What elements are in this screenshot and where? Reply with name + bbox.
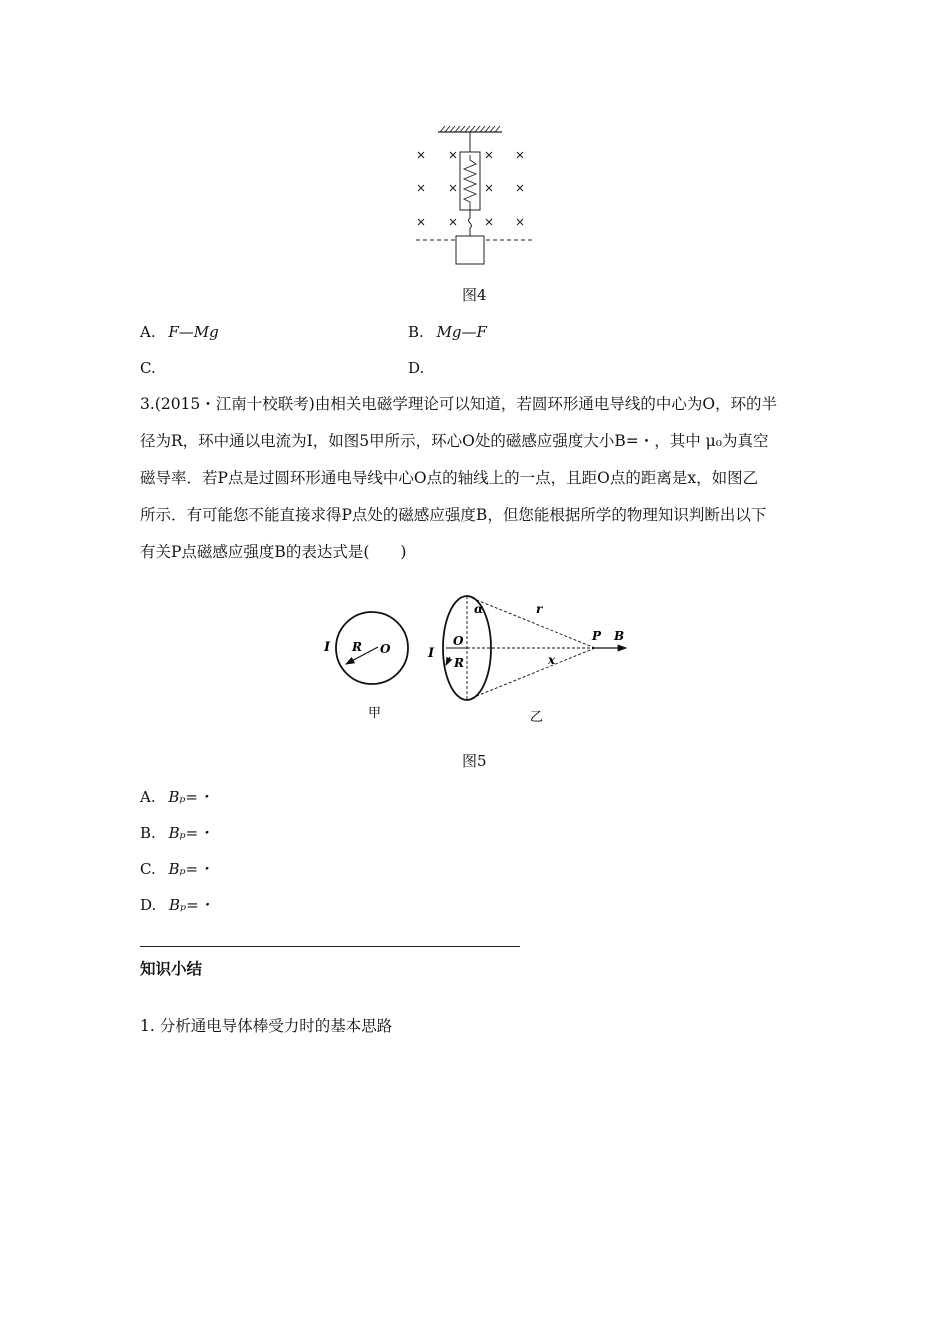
q2-option-a-label: A.	[140, 323, 156, 341]
q2-option-c	[140, 358, 156, 378]
label-R-jia: R	[352, 640, 362, 654]
q2-option-a-text: F—Mg	[168, 323, 219, 341]
radius-arrow-jia	[346, 647, 378, 664]
q2-option-b-label: B.	[408, 323, 424, 341]
q2-option-a	[140, 322, 219, 342]
q3-option-c-label: C.	[140, 860, 156, 878]
q2-option-b	[408, 322, 487, 342]
q3-option-c-text: Bₚ=・	[168, 860, 214, 878]
label-jia: 甲	[368, 706, 382, 721]
loop-jia	[336, 612, 408, 684]
figure-5-diagram	[310, 585, 650, 730]
label-I-yi: I	[428, 646, 435, 661]
figure-4-diagram	[410, 122, 540, 272]
label-alpha: α	[474, 602, 484, 616]
summary-item-1: 1. 分析通电导体棒受力时的基本思路	[140, 1017, 393, 1035]
q2-option-c-label: C.	[140, 359, 156, 377]
label-O-yi: O	[453, 634, 464, 648]
q3-option-d	[140, 895, 214, 915]
label-B: B	[614, 629, 625, 643]
q3-line-3: 磁导率．若P点是过圆环形通电导线中心O点的轴线上的一点，且距O点的距离是x，如图乙	[140, 469, 759, 487]
q3-option-a	[140, 787, 213, 807]
q3-option-c	[140, 859, 213, 879]
q3-option-b-text: Bₚ=・	[168, 824, 214, 842]
q3-option-b	[140, 823, 213, 843]
label-x: x	[548, 653, 556, 667]
q2-option-d-label: D.	[408, 359, 425, 377]
q3-line-4: 所示．有可能您不能直接求得P点处的磁感应强度B，但您能根据所学的物理知识判断出以下	[140, 506, 767, 524]
q3-line-2: 径为R，环中通以电流为I，如图5甲所示，环心O处的磁感应强度大小B=・，其中 μ₀为真空	[140, 432, 769, 450]
summary-heading: 知识小结	[140, 960, 203, 978]
q3-option-b-label: B.	[140, 824, 156, 842]
q3-option-d-text: Bₚ=・	[169, 896, 214, 914]
label-R-yi: R	[454, 656, 464, 670]
q3-option-a-text: Bₚ=・	[168, 788, 213, 806]
q2-option-d	[408, 358, 424, 378]
q2-option-b-text: Mg—F	[436, 323, 487, 341]
q3-option-d-label: D.	[140, 896, 157, 914]
label-I-jia: I	[324, 640, 331, 655]
figure-4-caption: 图4	[462, 286, 487, 304]
section-divider	[140, 946, 520, 947]
figure-5-caption: 图5	[462, 752, 487, 770]
label-P: P	[592, 629, 602, 643]
label-r: r	[536, 602, 543, 616]
q3-option-a-label: A.	[140, 788, 156, 806]
label-yi: 乙	[530, 710, 544, 725]
label-O-jia: O	[380, 642, 391, 656]
q3-line-5: 有关P点磁感应强度B的表达式是( )	[140, 543, 407, 561]
q3-line-1: 3.(2015・江南十校联考)由相关电磁学理论可以知道，若圆环形通电导线的中心为O，环的半	[140, 395, 778, 413]
